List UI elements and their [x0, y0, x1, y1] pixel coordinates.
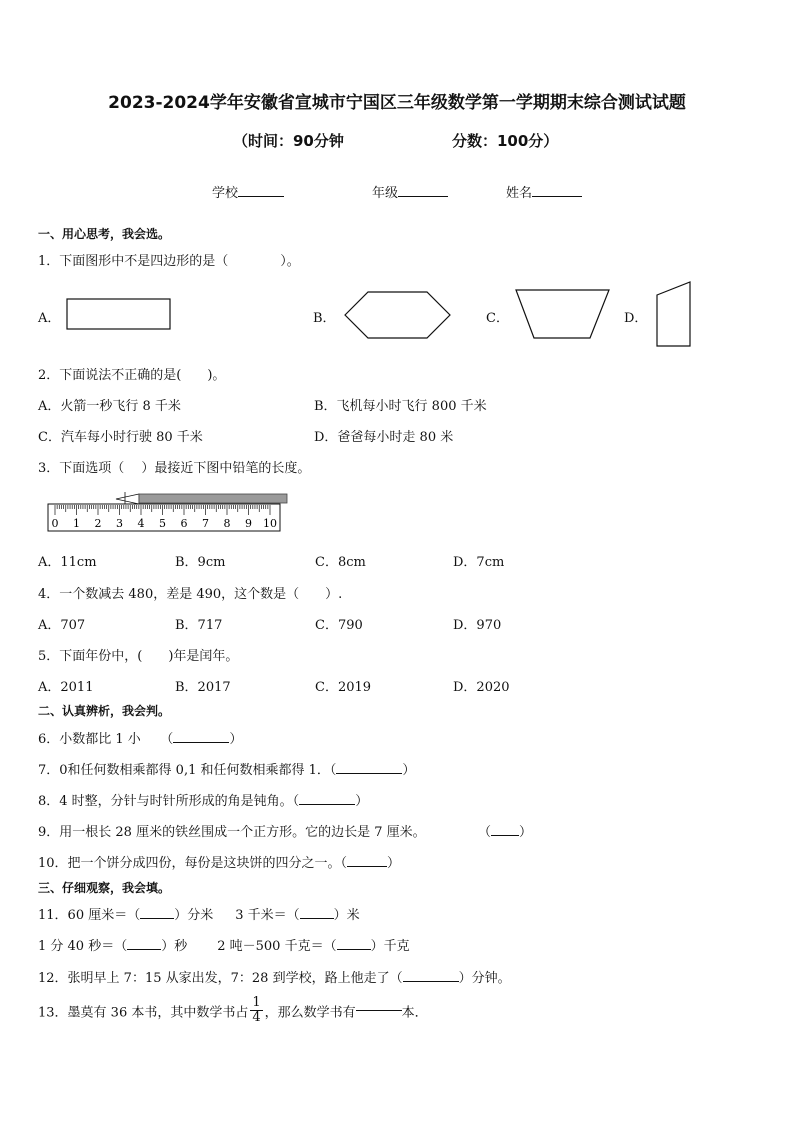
ruler-tick-label: 6 [180, 517, 188, 530]
option-4c: C．790 [315, 618, 363, 633]
option-5d: D．2020 [453, 680, 510, 695]
answer-blank[interactable] [300, 918, 334, 919]
question-7: 7．0和任何数相乘都得 0,1 和任何数相乘都得 1．（ ） [38, 763, 416, 778]
ruler-tick-label: 5 [159, 517, 166, 530]
answer-blank[interactable] [336, 773, 402, 774]
ruler-tick-label: 10 [263, 517, 277, 530]
option-2a: A．火箭一秒飞行 8 千米 [38, 399, 181, 414]
hexagon-shape [343, 290, 453, 340]
question-6-text: 6．小数都比 1 小 （ [38, 732, 174, 747]
page-title: 2023-2024学年安徽省宣城市宁国区三年级数学第一学期期末综合测试试题 [108, 93, 686, 113]
answer-blank[interactable] [491, 835, 519, 836]
grade-label: 年级 [372, 186, 399, 201]
question-12: 12．张明早上 7：15 从家出发，7：28 到学校，路上他走了（ ）分钟。 [38, 971, 511, 986]
answer-blank[interactable] [127, 949, 161, 950]
ruler-tick-label: 7 [202, 517, 209, 530]
section-1-heading: 一、用心思考，我会选。 [38, 227, 171, 241]
answer-blank[interactable] [337, 949, 371, 950]
question-9-answer: （ ） [478, 825, 533, 840]
option-2b: B．飞机每小时飞行 800 千米 [314, 399, 487, 414]
ruler-tick-label: 2 [94, 517, 102, 530]
trapezoid-shape [514, 288, 611, 340]
ruler-tick-label: 9 [245, 517, 252, 530]
answer-blank[interactable] [173, 742, 229, 743]
ruler-tick-label: 0 [51, 517, 59, 530]
ruler-tick-label: 8 [223, 517, 231, 530]
answer-blank[interactable] [403, 981, 459, 982]
answer-blank[interactable] [140, 918, 174, 919]
question-10: 10．把一个饼分成四份，每份是这块饼的四分之一。（ ） [38, 856, 401, 871]
ruler-tick-label: 1 [73, 517, 80, 530]
section-3-heading: 三、仔细观察，我会填。 [38, 881, 171, 895]
rectangle-shape [66, 298, 172, 331]
answer-blank[interactable] [356, 1010, 402, 1011]
answer-blank[interactable] [347, 866, 387, 867]
fraction: $\frac{1}{4}$ [252, 995, 261, 1026]
option-1d-label: D． [624, 311, 648, 326]
question-11-line-1: 11．60 厘米＝（ ）分米 3 千米＝（ ）米 [38, 908, 360, 923]
option-1b-label: B． [313, 311, 336, 326]
question-5-text: 5．下面年份中，( )年是闰年。 [38, 649, 239, 664]
answer-blank[interactable] [299, 804, 355, 805]
name-label: 姓名 [506, 186, 533, 201]
grade-field[interactable] [372, 182, 448, 201]
option-4a: A．707 [38, 618, 86, 633]
option-1a-label: A． [38, 311, 61, 326]
option-2d: D．爸爸每小时走 80 米 [314, 430, 454, 445]
school-field[interactable] [212, 182, 284, 201]
question-1-end: ）。 [280, 254, 300, 269]
question-6: 6．小数都比 1 小 （ ） [38, 732, 243, 747]
option-5b: B．2017 [175, 680, 231, 695]
quadrilateral-shape [655, 280, 693, 348]
option-4d: D．970 [453, 618, 502, 633]
question-1-text: 1．下面图形中不是四边形的是（ [38, 254, 229, 269]
option-2c: C．汽车每小时行驶 80 千米 [38, 430, 203, 445]
question-9-text: 9．用一根长 28 厘米的铁丝围成一个正方形。它的边长是 7 厘米。 [38, 825, 426, 840]
option-3b: B．9cm [175, 555, 226, 570]
option-5c: C．2019 [315, 680, 372, 695]
question-10-text: 10．把一个饼分成四份，每份是这块饼的四分之一。（ [38, 856, 348, 871]
question-1 [38, 250, 300, 269]
pencil-body [139, 494, 287, 503]
question-8: 8．4 时整，分针与时针所形成的角是钝角。（ ） [38, 794, 369, 809]
school-label: 学校 [212, 186, 239, 201]
option-3a: A．11cm [38, 555, 97, 570]
ruler-pencil-figure [46, 490, 292, 534]
pencil-tip [116, 494, 139, 504]
exam-score: 分数：100分） [452, 132, 559, 150]
question-8-text: 8．4 时整，分针与时针所形成的角是钝角。（ [38, 794, 300, 809]
question-12-text: 12．张明早上 7：15 从家出发，7：28 到学校，路上他走了（ [38, 971, 403, 986]
option-4b: B．717 [175, 618, 223, 633]
question-2-text: 2．下面说法不正确的是( )。 [38, 368, 226, 383]
question-4-text: 4．一个数减去 480，差是 490，这个数是（ ）. [38, 587, 343, 602]
question-11-line-2: 1 分 40 秒＝（ ）秒 2 吨－500 千克＝（ ）千克 [38, 939, 410, 954]
question-13: 13．墨莫有 36 本书，其中数学书占 $\frac{1}{4}$ ，那么数学书有 本． [38, 995, 428, 1026]
question-7-text: 7．0和任何数相乘都得 0,1 和任何数相乘都得 1．（ [38, 763, 337, 778]
exam-time: （时间：90分钟 [233, 132, 344, 150]
ruler-tick-label: 4 [137, 517, 145, 530]
option-5a: A．2011 [38, 680, 94, 695]
question-13-text: 13．墨莫有 36 本书，其中数学书占 [38, 1005, 249, 1021]
question-3-text: 3．下面选项（ ）最接近下图中铅笔的长度。 [38, 461, 311, 476]
ruler-tick-label: 3 [116, 517, 123, 530]
name-field[interactable] [506, 182, 582, 201]
section-2-heading: 二、认真辨析，我会判。 [38, 704, 171, 718]
option-3d: D．7cm [453, 555, 505, 570]
option-3c: C．8cm [315, 555, 366, 570]
option-1c-label: C． [486, 311, 509, 326]
